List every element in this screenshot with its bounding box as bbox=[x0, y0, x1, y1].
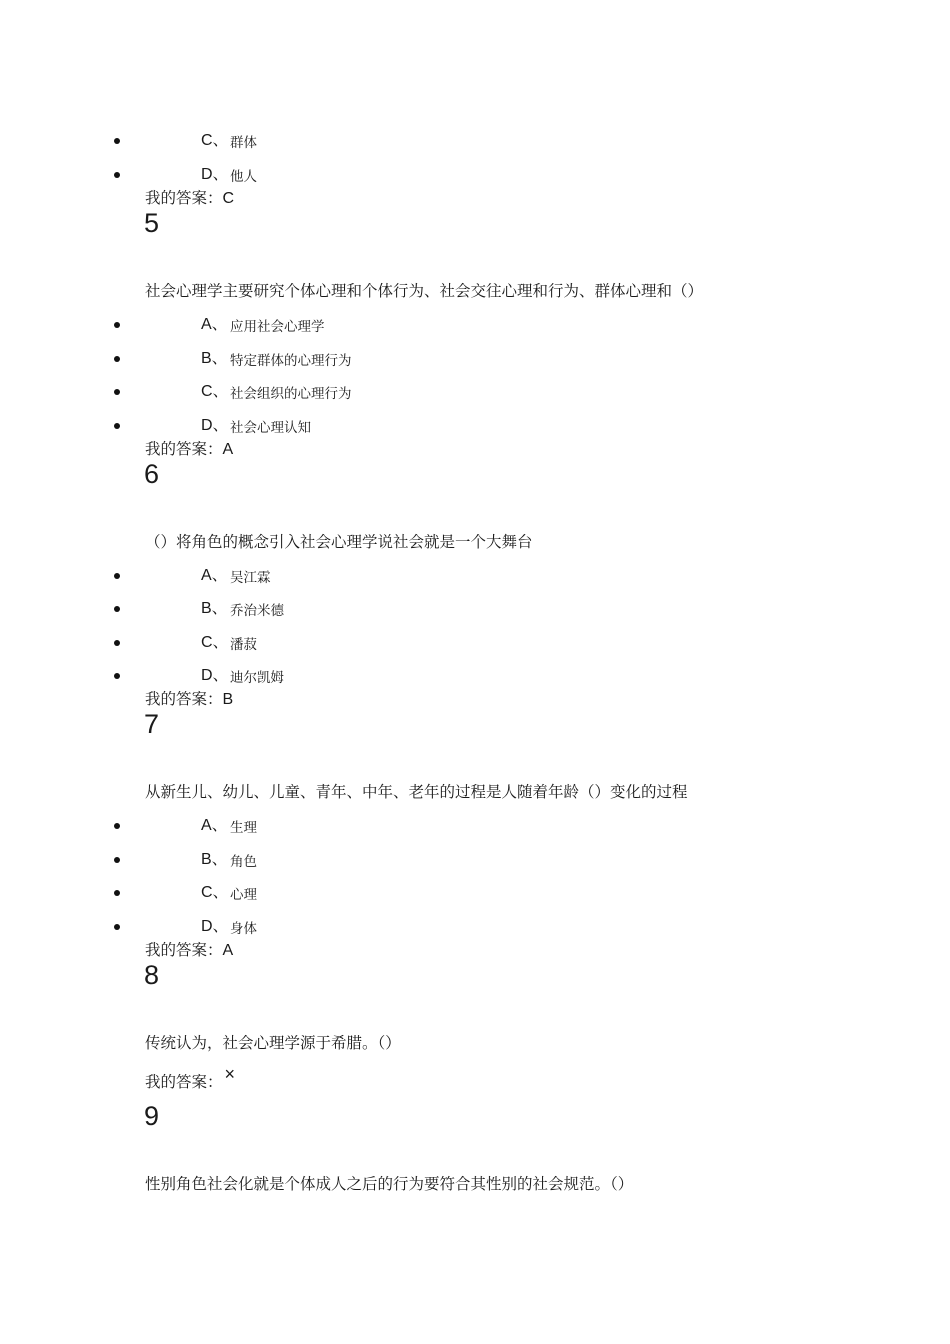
option-item bbox=[0, 349, 900, 371]
wrong-mark-icon: × bbox=[224, 1064, 236, 1084]
option-item bbox=[0, 131, 900, 153]
answer-label: 我的答案： bbox=[145, 440, 223, 458]
question-number: 5 bbox=[144, 208, 160, 238]
bullet-icon bbox=[114, 573, 120, 579]
option-item bbox=[0, 816, 900, 838]
option-text: 特定群体的心理行为 bbox=[230, 353, 352, 369]
option-letter: A、 bbox=[201, 316, 228, 333]
option-text: 迪尔凯姆 bbox=[230, 670, 284, 686]
option-item bbox=[0, 666, 900, 688]
question-text: 传统认为，社会心理学源于希腊。（） bbox=[145, 1034, 401, 1052]
bullet-icon bbox=[114, 823, 120, 829]
option-text: 社会组织的心理行为 bbox=[230, 386, 352, 402]
option-letter: D、 bbox=[201, 667, 229, 684]
option-item bbox=[0, 382, 900, 404]
option-item bbox=[0, 165, 900, 187]
bullet-icon bbox=[114, 138, 120, 144]
option-item bbox=[0, 917, 900, 939]
answer-value: C bbox=[222, 190, 235, 207]
bullet-icon bbox=[114, 673, 120, 679]
question-number: 7 bbox=[144, 709, 160, 739]
option-text: 群体 bbox=[230, 135, 257, 151]
option-text: 生理 bbox=[230, 820, 257, 836]
option-letter: B、 bbox=[201, 851, 228, 868]
option-text: 身体 bbox=[230, 921, 257, 937]
answer-label: 我的答案： bbox=[145, 1073, 223, 1091]
bullet-icon bbox=[114, 172, 120, 178]
bullet-icon bbox=[114, 890, 120, 896]
question-text: 从新生儿、幼儿、儿童、青年、中年、老年的过程是人随着年龄（）变化的过程 bbox=[145, 783, 688, 801]
bullet-icon bbox=[114, 606, 120, 612]
question-number: 9 bbox=[144, 1101, 160, 1131]
question-number: 8 bbox=[144, 960, 160, 990]
bullet-icon bbox=[114, 924, 120, 930]
option-letter: B、 bbox=[201, 350, 228, 367]
answer-label: 我的答案： bbox=[145, 189, 223, 207]
option-text: 角色 bbox=[230, 854, 257, 870]
bullet-icon bbox=[114, 389, 120, 395]
option-text: 潘菽 bbox=[230, 637, 257, 653]
option-item bbox=[0, 416, 900, 438]
answer-line bbox=[145, 1064, 236, 1091]
option-letter: A、 bbox=[201, 817, 228, 834]
option-item bbox=[0, 850, 900, 872]
option-letter: C、 bbox=[201, 634, 229, 651]
question-number: 6 bbox=[144, 459, 160, 489]
option-item bbox=[0, 566, 900, 588]
answer-line bbox=[145, 437, 233, 457]
option-text: 心理 bbox=[230, 887, 257, 903]
option-letter: C、 bbox=[201, 383, 229, 400]
answer-label: 我的答案： bbox=[145, 941, 223, 959]
option-item bbox=[0, 883, 900, 905]
option-text: 应用社会心理学 bbox=[230, 319, 325, 335]
option-letter: D、 bbox=[201, 166, 229, 183]
answer-line bbox=[145, 186, 234, 206]
option-item bbox=[0, 599, 900, 621]
bullet-icon bbox=[114, 356, 120, 362]
question-text: 社会心理学主要研究个体心理和个体行为、社会交往心理和行为、群体心理和（） bbox=[145, 282, 704, 300]
option-letter: C、 bbox=[201, 884, 229, 901]
answer-label: 我的答案： bbox=[145, 690, 223, 708]
option-text: 社会心理认知 bbox=[230, 420, 311, 436]
answer-value: A bbox=[222, 441, 234, 458]
option-letter: A、 bbox=[201, 567, 228, 584]
question-text: 性别角色社会化就是个体成人之后的行为要符合其性别的社会规范。（） bbox=[145, 1175, 634, 1193]
option-letter: C、 bbox=[201, 132, 229, 149]
option-text: 他人 bbox=[230, 169, 257, 185]
answer-value: B bbox=[222, 691, 234, 708]
bullet-icon bbox=[114, 640, 120, 646]
option-text: 乔治米德 bbox=[230, 603, 284, 619]
bullet-icon bbox=[114, 857, 120, 863]
option-item bbox=[0, 633, 900, 655]
bullet-icon bbox=[114, 322, 120, 328]
option-item bbox=[0, 315, 900, 337]
option-letter: D、 bbox=[201, 417, 229, 434]
option-letter: B、 bbox=[201, 600, 228, 617]
question-text: （）将角色的概念引入社会心理学说社会就是一个大舞台 bbox=[145, 533, 533, 551]
answer-value: A bbox=[222, 942, 234, 959]
answer-line bbox=[145, 687, 233, 707]
option-text: 吴江霖 bbox=[230, 570, 271, 586]
bullet-icon bbox=[114, 423, 120, 429]
answer-line bbox=[145, 938, 233, 958]
option-letter: D、 bbox=[201, 918, 229, 935]
